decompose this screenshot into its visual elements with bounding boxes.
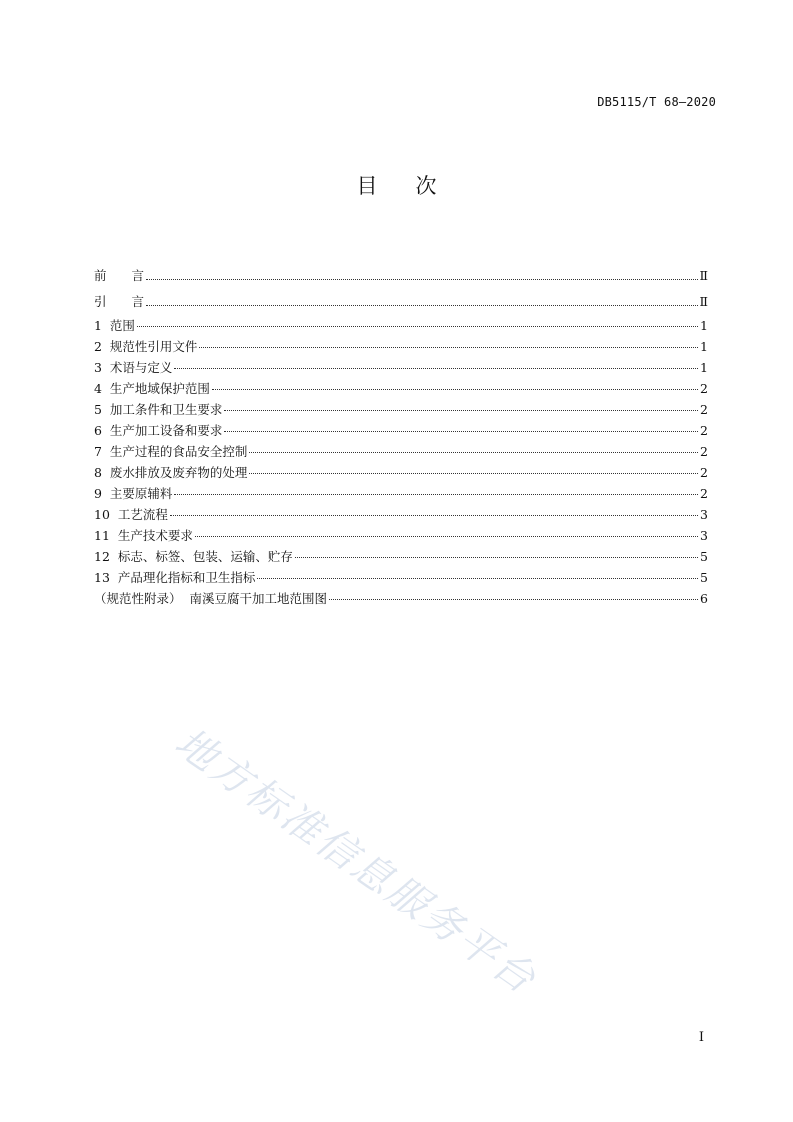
toc-entry-page: Ⅱ	[699, 268, 708, 283]
toc-entry-label: 8 废水排放及废弃物的处理	[94, 465, 248, 480]
toc-entry-label: 11 生产技术要求	[94, 528, 193, 543]
toc-entry-label: 4 生产地域保护范围	[94, 381, 210, 396]
watermark-text: 地方标准信息服务平台	[166, 719, 546, 1004]
toc-dot-leader	[195, 536, 698, 537]
toc-dot-leader	[174, 494, 698, 495]
toc-entry-label: （规范性附录） 南溪豆腐干加工地范围图	[94, 591, 327, 606]
toc-entry-page: 2	[700, 402, 708, 417]
toc-entry-label: 12 标志、标签、包装、运输、贮存	[94, 549, 293, 564]
toc-entry[interactable]	[94, 420, 708, 441]
toc-dot-leader	[137, 326, 698, 327]
toc-entry-page: 2	[700, 381, 708, 396]
toc-dot-leader	[170, 515, 698, 516]
toc-dot-leader	[295, 557, 698, 558]
page-title: 目次	[356, 174, 475, 198]
toc-entry[interactable]	[94, 462, 708, 483]
toc-entry[interactable]	[94, 289, 708, 315]
toc-dot-leader	[257, 578, 698, 579]
toc-entry[interactable]	[94, 315, 708, 336]
toc-dot-leader	[174, 368, 698, 369]
toc-entry-page: 5	[700, 570, 708, 585]
toc-entry-page: 5	[700, 549, 708, 564]
toc-entry-label: 2 规范性引用文件	[94, 339, 198, 354]
toc-entry-label: 1 范围	[94, 318, 135, 333]
toc-entry[interactable]	[94, 263, 708, 289]
toc-entry-page: 2	[700, 465, 708, 480]
toc-entry[interactable]	[94, 504, 708, 525]
toc-entry-page: 6	[700, 591, 708, 606]
toc-entry-label: 6 生产加工设备和要求	[94, 423, 223, 438]
toc-entry-label: 13 产品理化指标和卫生指标	[94, 570, 256, 585]
toc-dot-leader	[224, 431, 698, 432]
toc-entry-page: Ⅱ	[699, 294, 708, 309]
toc-entry[interactable]	[94, 546, 708, 567]
toc-dot-leader	[212, 389, 698, 390]
toc-dot-leader	[329, 599, 698, 600]
toc-dot-leader	[146, 279, 697, 280]
table-of-contents	[94, 263, 708, 609]
toc-entry-page: 1	[700, 318, 708, 333]
toc-dot-leader	[249, 452, 698, 453]
toc-entry-page: 1	[700, 339, 708, 354]
toc-entry-page: 3	[700, 528, 708, 543]
toc-entry-label: 前 言	[94, 268, 145, 283]
toc-dot-leader	[146, 305, 697, 306]
toc-entry[interactable]	[94, 336, 708, 357]
toc-entry[interactable]	[94, 567, 708, 588]
toc-entry-label: 9 主要原辅料	[94, 486, 173, 501]
page-number: I	[698, 1030, 704, 1045]
toc-entry[interactable]	[94, 399, 708, 420]
toc-entry-label: 7 生产过程的食品安全控制	[94, 444, 248, 459]
document-code: DB5115/T 68—2020	[597, 95, 716, 109]
toc-entry-label: 引 言	[94, 294, 145, 309]
toc-entry[interactable]	[94, 378, 708, 399]
toc-entry-page: 2	[700, 423, 708, 438]
toc-entry[interactable]	[94, 441, 708, 462]
toc-entry-label: 10 工艺流程	[94, 507, 168, 522]
toc-dot-leader	[199, 347, 698, 348]
toc-entry[interactable]	[94, 357, 708, 378]
toc-dot-leader	[249, 473, 698, 474]
toc-entry[interactable]	[94, 483, 708, 504]
toc-dot-leader	[224, 410, 698, 411]
toc-entry-label: 3 术语与定义	[94, 360, 173, 375]
toc-entry[interactable]	[94, 525, 708, 546]
toc-entry-page: 3	[700, 507, 708, 522]
toc-entry-label: 5 加工条件和卫生要求	[94, 402, 223, 417]
toc-entry-page: 2	[700, 444, 708, 459]
toc-entry-page: 2	[700, 486, 708, 501]
toc-entry[interactable]	[94, 588, 708, 609]
toc-entry-page: 1	[700, 360, 708, 375]
